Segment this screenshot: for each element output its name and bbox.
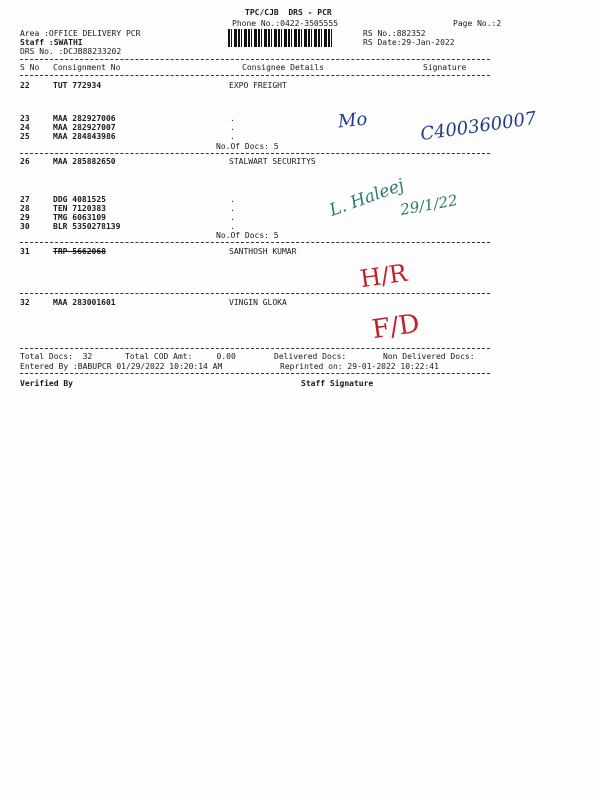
row-consignment: BLR 5350278139 [53, 222, 121, 231]
row-sno: 30 [20, 222, 30, 231]
row-consignee: VINGIN GLOKA [229, 298, 287, 307]
row-consignee: . [230, 114, 235, 123]
row-consignee: . [230, 195, 235, 204]
row-consignment: MAA 285882650 [53, 157, 116, 166]
row-sno: 22 [20, 81, 30, 90]
row-sno: 24 [20, 123, 30, 132]
divider [20, 242, 490, 243]
divider [20, 75, 490, 76]
row-consignment: MAA 282927007 [53, 123, 116, 132]
row-sno: 26 [20, 157, 30, 166]
row-consignment: DDG 4081525 [53, 195, 106, 204]
row-consignee: SANTHOSH KUMAR [229, 247, 297, 256]
divider [20, 373, 490, 374]
delivered-docs: Delivered Docs: [274, 352, 347, 361]
col-header-sno: S No [20, 63, 40, 72]
row-consignment: TRP 5662068 [53, 247, 106, 256]
handwritten-signature: C400360007 [419, 107, 538, 146]
area-label: Area :OFFICE DELIVERY PCR [20, 29, 141, 38]
row-sno: 32 [20, 298, 30, 307]
row-consignee: STALWART SECURITYS [229, 157, 316, 166]
col-header-signature: Signature [423, 63, 467, 72]
row-sno: 29 [20, 213, 30, 222]
verified-by-label: Verified By [20, 379, 73, 388]
divider [20, 59, 490, 60]
non-delivered-docs: Non Delivered Docs: [383, 352, 475, 361]
group-doc-count: No.Of Docs: 5 [216, 231, 279, 240]
row-consignment: MAA 282927006 [53, 114, 116, 123]
total-cod-amount: Total COD Amt: 0.00 [125, 352, 236, 361]
reprinted-on: Reprinted on: 29-01-2022 10:22:41 [280, 362, 439, 371]
row-sno: 25 [20, 132, 30, 141]
rs-number: RS No.:882352 [363, 29, 426, 38]
group-doc-count: No.Of Docs: 5 [216, 142, 279, 151]
row-consignment: TUT 772934 [53, 81, 102, 90]
phone-number: Phone No.:0422-3505555 [232, 19, 338, 28]
drs-number: DRS No. :DCJB88233202 [20, 47, 122, 56]
handwritten-mark: F/D [370, 308, 422, 346]
divider [20, 348, 490, 349]
row-consignee: . [230, 123, 235, 132]
report-title: TPC/CJB DRS - PCR [245, 8, 332, 17]
handwritten-signature: L. Haleej [326, 175, 407, 221]
handwritten-date: 29/1/22 [398, 191, 459, 219]
col-header-consignee: Consignee Details [242, 63, 324, 72]
divider [20, 293, 490, 294]
staff-signature-label: Staff Signature [301, 379, 374, 388]
row-sno: 23 [20, 114, 30, 123]
staff-label: Staff :SWATHI [20, 38, 83, 47]
row-consignment: MAA 284843986 [53, 132, 116, 141]
row-consignment: TEN 7120383 [53, 204, 106, 213]
row-sno: 28 [20, 204, 30, 213]
col-header-consignment: Consignment No [53, 63, 121, 72]
row-consignment: TMG 6063109 [53, 213, 106, 222]
entered-by: Entered By :BABUPCR 01/29/2022 10:20:14 AM [20, 362, 223, 371]
row-consignee: . [230, 204, 235, 213]
row-consignee: EXPO FREIGHT [229, 81, 287, 90]
barcode-image [228, 29, 332, 47]
row-consignment: MAA 283001601 [53, 298, 116, 307]
total-docs: Total Docs: 32 [20, 352, 93, 361]
handwritten-mark: H/R [358, 258, 409, 294]
row-sno: 27 [20, 195, 30, 204]
page-number: Page No.:2 [453, 19, 502, 28]
row-consignee: . [230, 222, 235, 231]
row-sno: 31 [20, 247, 30, 256]
divider [20, 153, 490, 154]
rs-date: RS Date:29-Jan-2022 [363, 38, 455, 47]
row-consignee: . [230, 213, 235, 222]
row-consignee: . [230, 132, 235, 141]
handwritten-signature: Mo [336, 108, 369, 133]
